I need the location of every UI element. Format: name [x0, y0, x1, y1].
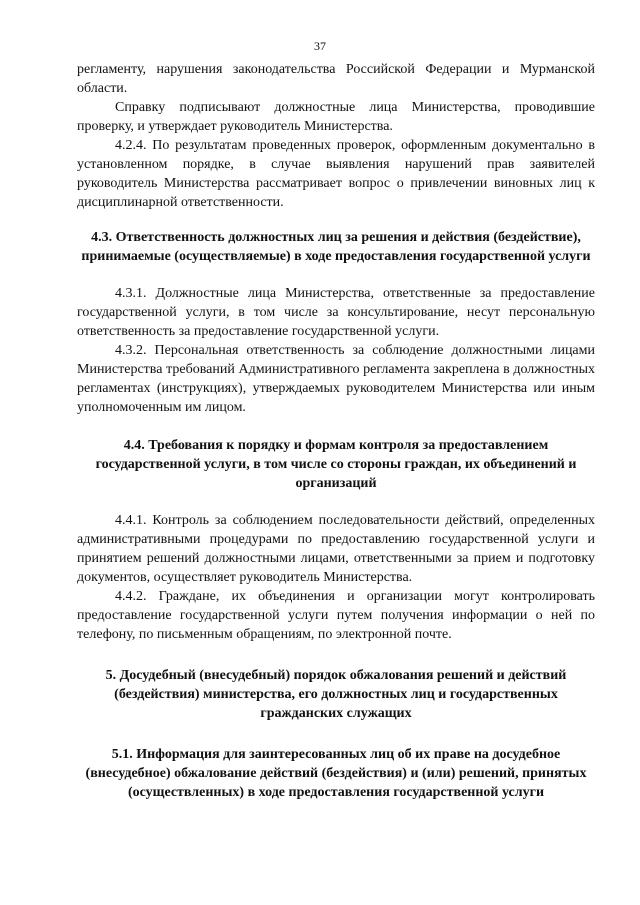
page-number: 37 — [314, 39, 326, 53]
paragraph: 4.3.2. Персональная ответственность за соблюдение должностными лицами Министерства требований Административного регламента закреплена в должностных регламентах (инструкциях), утверждаемых руководителем Министерства или иным уполномоченным им лицом. — [77, 343, 595, 415]
paragraph: 4.2.4. По результатам проведенных проверок, оформленным документально в установленном порядке, в случае выявления нарушений прав заявителей руководитель Министерства рассматривает вопрос о привлечении виновных лиц к дисциплинарной ответственности. — [77, 138, 595, 210]
paragraph: 4.4.1. Контроль за соблюдением последовательности действий, определенных административными процедурами по предоставлению государственной услуги и принятием решений должностными лицами, ответственными за прием и подготовку документов, осуществляет руководитель Министерства. — [77, 513, 595, 585]
paragraph: 4.3.1. Должностные лица Министерства, ответственные за предоставление государственной услуги, в том числе за консультирование, несут персональную ответственность за предоставление государственной услуги. — [77, 286, 595, 339]
paragraph: 4.4.2. Граждане, их объединения и организации могут контролировать предоставление государственной услуги путем получения информации о ней по телефону, по письменным обращениям, по электронной почте. — [77, 589, 595, 642]
section-heading-5: 5. Досудебный (внесудебный) порядок обжалования решений и действий (бездействия) министерства, его должностных лиц и государственных гражданских служащих — [105, 668, 567, 721]
section-heading-4-3: 4.3. Ответственность должностных лиц за решения и действия (бездействие), принимаемые (осуществляемые) в ходе предоставления государственной услуги — [81, 230, 591, 264]
paragraph: регламенту, нарушения законодательства Российской Федерации и Мурманской области. — [77, 62, 595, 96]
section-heading-5-1: 5.1. Информация для заинтересованных лиц об их праве на досудебное (внесудебное) обжалование действий (бездействия) и (или) решений, принятых (осуществленных) в ходе предоставления государственной услуги — [85, 747, 587, 800]
paragraph: Справку подписывают должностные лица Министерства, проводившие проверку, и утверждает руководитель Министерства. — [77, 100, 595, 134]
section-heading-4-4: 4.4. Требования к порядку и формам контроля за предоставлением государственной услуги, в том числе со стороны граждан, их объединений и организаций — [95, 438, 577, 491]
document-body — [77, 60, 595, 802]
